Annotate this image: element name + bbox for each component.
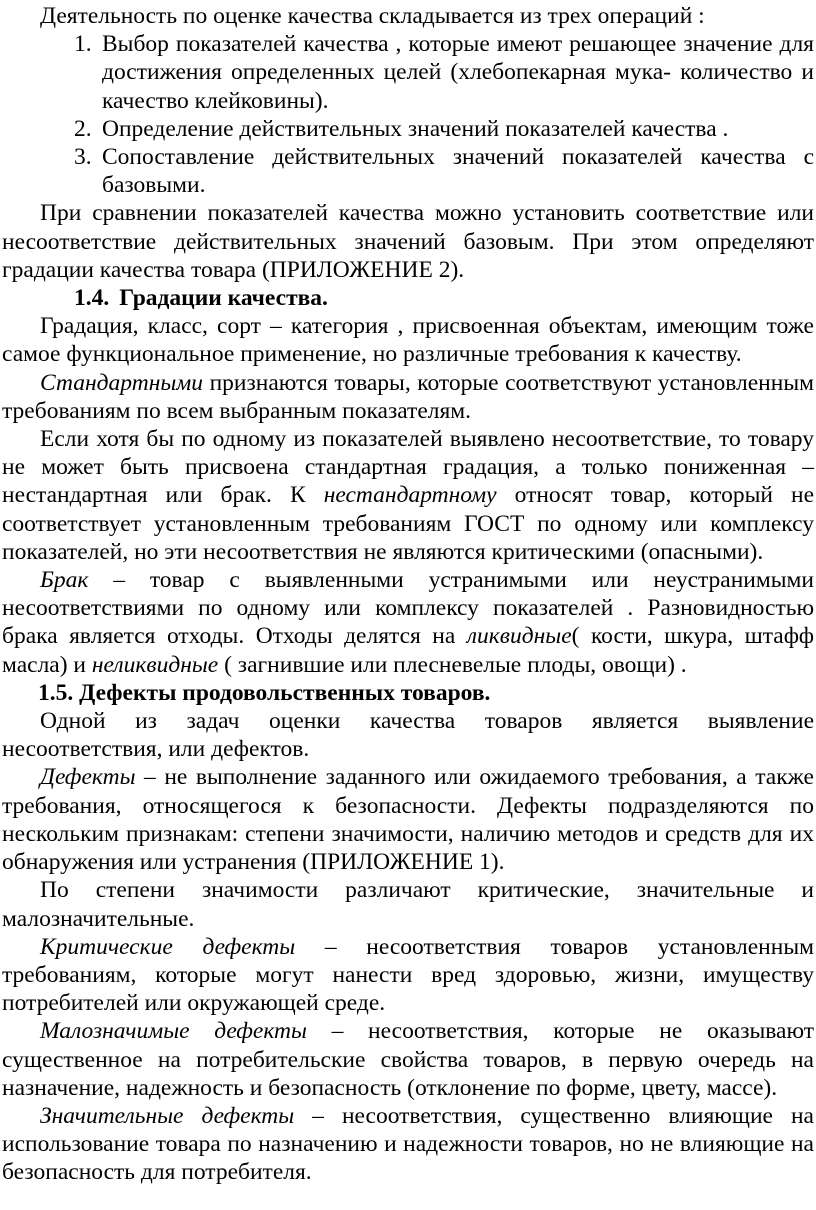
compare-paragraph: При сравнении показателей качества можно установить соответствие или несоответствие действительных значений базовым. При этом определяют градации качества товара (ПРИЛОЖЕНИЕ 2). <box>2 200 814 283</box>
list-item <box>2 143 814 199</box>
list-item-text: Сопоставление действительных значений показателей качества с базовыми. <box>102 144 814 199</box>
term-italic: неликвидные <box>91 651 219 678</box>
paragraph-text: – несоответствия товаров установленным требованиям, которые могут нанести вред здоровью, жизни, имуществу потребителей или окружающей среде. <box>2 933 814 1017</box>
term-italic: нестандартному <box>323 482 497 509</box>
degree-paragraph: По степени значимости различают критические, значительные и малозначительные. <box>2 877 814 932</box>
paragraph-text: – несоответствия, которые не оказывают существенное на потребительские свойства товаров, в первую очередь на назначение, надежность и безопасность (отклонение по форме, цвету, массе). <box>2 1018 814 1101</box>
section-number: 1.4. <box>74 285 110 312</box>
list-item-number: 3. <box>74 144 92 171</box>
paragraph-text: – несоответствия, существенно влияющие на использование товара по назначению и надежности товаров, но не влияющие на безопасность для потребителя. <box>2 1102 814 1186</box>
paragraph-text: ( кости, шкура, штафф масла) и <box>2 623 815 678</box>
term-italic: Стандартными <box>40 369 204 396</box>
list-item-text: Выбор показателей качества , которые имеют решающее значение для достижения определенных целей (хлебопекарная мука- количество и качество клейковины). <box>102 31 814 114</box>
operations-list <box>2 30 814 199</box>
list-item-number: 2. <box>74 115 92 142</box>
list-item <box>2 115 814 143</box>
critical-paragraph <box>2 933 814 1018</box>
paragraph-text: признаются товары, которые соответствуют установленным требованиям по всем выбранным показателям. <box>2 369 814 424</box>
paragraph-text: – не выполнение заданного или ожидаемого требования, а также требования, относящегося к безопасности. Дефекты подразделяются по нескольким признакам: степени значимости, наличию методов и средств для их обнаружения или устранения (ПРИЛОЖЕНИЕ 1). <box>2 764 814 876</box>
paragraph-text: – товар с выявленными устранимыми или неустранимыми несоответствиями по одному или комплексу показателей . Разновидностью брака является отходы. Отходы делятся на <box>2 567 814 650</box>
list-item-number: 1. <box>74 31 92 58</box>
nonstandard-paragraph <box>2 425 814 566</box>
section-heading-1-5 <box>2 679 814 707</box>
task-paragraph: Одной из задач оценки качества товаров является выявление несоответствия, или дефектов. <box>2 708 814 763</box>
section-title: Градации качества. <box>119 285 328 312</box>
term-italic: Значительные дефекты <box>40 1102 295 1129</box>
section-heading-1-4 <box>2 284 814 312</box>
term-italic: ликвидные <box>466 623 572 650</box>
term-italic: Малозначимые дефекты <box>40 1018 307 1045</box>
paragraph-text: ( загнившие или плесневелые плоды, овощи) . <box>218 651 687 678</box>
significant-paragraph <box>2 1102 814 1187</box>
paragraph-text: относят товар, который не соответствует установленным требованиям ГОСТ по одному или комплексу показателей, но эти несоответствия не являются критическими (опасными). <box>2 482 814 565</box>
defects-paragraph <box>2 763 814 876</box>
list-item <box>2 30 814 115</box>
intro-paragraph: Деятельность по оценке качества складывается из трех операций : <box>40 3 705 29</box>
gradation-paragraph: Градация, класс, сорт – категория , присвоенная объектам, имеющим тоже самое функциональное применение, но различные требования к качеству. <box>2 313 814 368</box>
section-number: 1.5. <box>38 679 74 706</box>
section-title: Дефекты продовольственных товаров. <box>79 679 491 706</box>
term-italic: Критические дефекты <box>40 933 296 960</box>
term-italic: Дефекты <box>40 764 136 791</box>
term-italic: Брак <box>40 567 89 594</box>
brak-paragraph <box>2 566 814 679</box>
paragraph-text: Если хотя бы по одному из показателей выявлено несоответствие, то товару не может быть присвоена стандартная градация, а только пониженная – нестандартная или брак. К <box>2 426 814 509</box>
minor-paragraph <box>2 1017 814 1102</box>
list-item-text: Определение действительных значений показателей качества . <box>102 115 729 142</box>
standard-paragraph <box>2 369 814 425</box>
